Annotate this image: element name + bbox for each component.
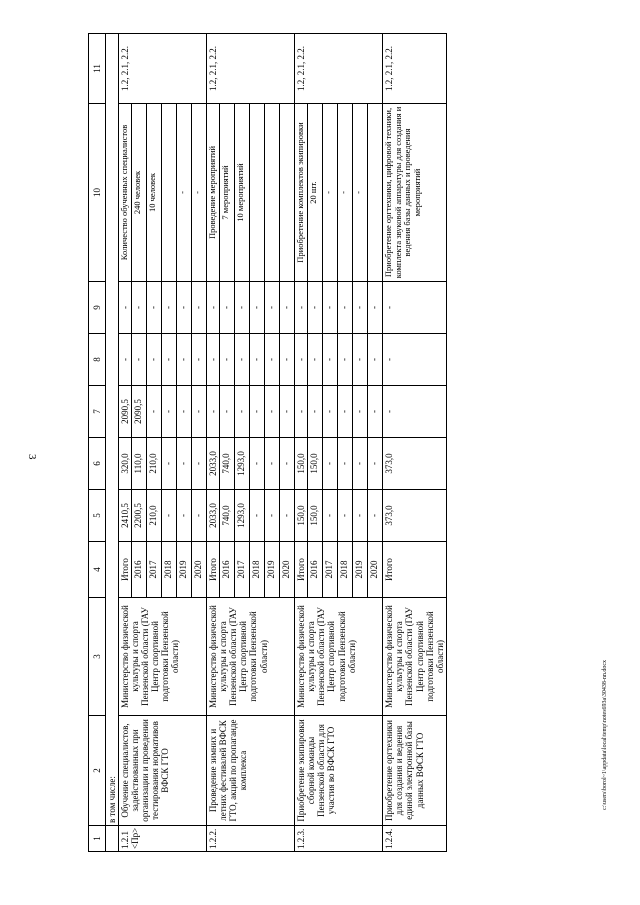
value-cell: 373,0 bbox=[383, 490, 446, 542]
value-cell: - bbox=[119, 334, 132, 386]
value-cell: 150,0 bbox=[308, 438, 323, 490]
header-cell: 6 bbox=[89, 438, 106, 490]
value-cell: - bbox=[235, 386, 250, 438]
value-cell: 210,0 bbox=[147, 490, 162, 542]
year-cell: Итого bbox=[383, 542, 446, 598]
indicator-cell: 7 мероприятий bbox=[220, 104, 235, 282]
year-cell: Итого bbox=[207, 542, 220, 598]
value-cell: - bbox=[192, 282, 207, 334]
value-cell: - bbox=[338, 334, 353, 386]
value-cell: 740,0 bbox=[220, 438, 235, 490]
value-cell: 150,0 bbox=[295, 490, 308, 542]
year-cell: 2019 bbox=[265, 542, 280, 598]
value-cell: - bbox=[220, 334, 235, 386]
value-cell: 1293,0 bbox=[235, 490, 250, 542]
year-cell: 2017 bbox=[235, 542, 250, 598]
year-cell: 2016 bbox=[220, 542, 235, 598]
value-cell: - bbox=[338, 386, 353, 438]
value-cell: - bbox=[119, 282, 132, 334]
value-cell: - bbox=[250, 282, 265, 334]
indicator-cell: Количество обученных специалистов bbox=[119, 104, 132, 282]
value-cell: - bbox=[192, 438, 207, 490]
item-name: Обучение специалистов, задействованных при организации и проведении тестирования нормативов ВФСК ГТО bbox=[119, 716, 207, 826]
reference-cell: 1.2, 2.1, 2.2. bbox=[207, 34, 295, 104]
indicator-cell: - bbox=[338, 104, 353, 282]
item-name: Приобретение экипировки сборной команды Пензенской области для участия во ВФСК ГТО bbox=[295, 716, 383, 826]
value-cell: - bbox=[280, 282, 295, 334]
reference-cell: 1.2, 2.1, 2.2. bbox=[295, 34, 383, 104]
value-cell: - bbox=[323, 438, 338, 490]
value-cell: - bbox=[235, 334, 250, 386]
value-cell: - bbox=[308, 334, 323, 386]
year-cell: Итого bbox=[119, 542, 132, 598]
value-cell: - bbox=[147, 334, 162, 386]
header-row bbox=[89, 34, 106, 852]
value-cell: - bbox=[207, 386, 220, 438]
header-cell: 10 bbox=[89, 104, 106, 282]
value-cell: - bbox=[280, 334, 295, 386]
indicator-cell: 240 человек bbox=[132, 104, 147, 282]
value-cell: - bbox=[353, 438, 368, 490]
indicator-cell: 10 человек bbox=[147, 104, 162, 282]
value-cell: - bbox=[338, 438, 353, 490]
value-cell: - bbox=[353, 282, 368, 334]
value-cell: - bbox=[353, 334, 368, 386]
value-cell: - bbox=[250, 334, 265, 386]
value-cell: 373,0 bbox=[383, 438, 446, 490]
year-cell: 2016 bbox=[308, 542, 323, 598]
value-cell: - bbox=[132, 282, 147, 334]
value-cell: 110,0 bbox=[132, 438, 147, 490]
value-cell: 150,0 bbox=[308, 490, 323, 542]
value-cell: - bbox=[368, 438, 383, 490]
indicator-cell: - bbox=[177, 104, 192, 282]
value-cell: - bbox=[177, 386, 192, 438]
value-cell: - bbox=[177, 490, 192, 542]
table-row bbox=[295, 34, 308, 852]
value-cell: - bbox=[295, 386, 308, 438]
value-cell: 2410,5 bbox=[119, 490, 132, 542]
item-number: 1.2.4. bbox=[383, 826, 446, 852]
value-cell: - bbox=[162, 438, 177, 490]
value-cell: 740,0 bbox=[220, 490, 235, 542]
value-cell: - bbox=[162, 282, 177, 334]
value-cell: - bbox=[265, 438, 280, 490]
header-cell: 11 bbox=[89, 34, 106, 104]
section-empty-cell bbox=[106, 826, 119, 852]
item-executor: Министерство физической культуры и спорта Пензенской области (ГАУ Центр спортивной подготовки Пензенской области) bbox=[383, 598, 446, 716]
value-cell: - bbox=[295, 282, 308, 334]
value-cell: - bbox=[250, 386, 265, 438]
header-cell: 3 bbox=[89, 598, 106, 716]
year-cell: 2020 bbox=[192, 542, 207, 598]
rotated-table-container bbox=[88, 34, 528, 852]
value-cell: 150,0 bbox=[295, 438, 308, 490]
value-cell: - bbox=[295, 334, 308, 386]
section-label: в том числе: bbox=[106, 34, 119, 826]
value-cell: - bbox=[162, 490, 177, 542]
value-cell: - bbox=[383, 334, 446, 386]
table-row bbox=[207, 34, 220, 852]
value-cell: - bbox=[192, 334, 207, 386]
item-executor: Министерство физической культуры и спорта Пензенской области (ГАУ Центр спортивной подготовки Пензенской области) bbox=[295, 598, 383, 716]
value-cell: 210,0 bbox=[147, 438, 162, 490]
value-cell: - bbox=[192, 490, 207, 542]
value-cell: - bbox=[207, 334, 220, 386]
value-cell: - bbox=[280, 386, 295, 438]
header-cell: 9 bbox=[89, 282, 106, 334]
header-cell: 5 bbox=[89, 490, 106, 542]
year-cell: 2016 bbox=[132, 542, 147, 598]
program-table bbox=[88, 33, 447, 852]
value-cell: - bbox=[147, 282, 162, 334]
section-row bbox=[106, 34, 119, 852]
value-cell: 320,0 bbox=[119, 438, 132, 490]
value-cell: - bbox=[192, 386, 207, 438]
year-cell: 2019 bbox=[177, 542, 192, 598]
value-cell: - bbox=[323, 334, 338, 386]
item-executor: Министерство физической культуры и спорта Пензенской области (ГАУ Центр спортивной подготовки Пензенской области) bbox=[119, 598, 207, 716]
indicator-cell: Проведение мероприятий bbox=[207, 104, 220, 282]
value-cell: - bbox=[353, 490, 368, 542]
value-cell: - bbox=[177, 282, 192, 334]
indicator-cell: - bbox=[192, 104, 207, 282]
value-cell: - bbox=[177, 438, 192, 490]
header-cell: 7 bbox=[89, 386, 106, 438]
indicator-cell bbox=[280, 104, 295, 282]
value-cell: 1293,0 bbox=[235, 438, 250, 490]
year-cell: 2017 bbox=[147, 542, 162, 598]
indicator-cell: Приобретение оргтехники, цифровой техники, комплекта звуковой аппаратуры для создания и ведения базы данных и проведения мероприятий bbox=[383, 104, 446, 282]
value-cell: - bbox=[265, 386, 280, 438]
value-cell: - bbox=[162, 386, 177, 438]
year-cell: 2020 bbox=[280, 542, 295, 598]
value-cell: 2090,5 bbox=[132, 386, 147, 438]
value-cell: - bbox=[368, 386, 383, 438]
indicator-cell: - bbox=[323, 104, 338, 282]
year-cell: 2018 bbox=[250, 542, 265, 598]
footer-file-path: c:\users\borol~1\appdata\local\temp\notes693a\30438-nn.docx bbox=[602, 659, 608, 810]
indicator-cell: 10 мероприятий bbox=[235, 104, 250, 282]
year-cell: 2020 bbox=[368, 542, 383, 598]
header-cell: 1 bbox=[89, 826, 106, 852]
value-cell: 2090,5 bbox=[119, 386, 132, 438]
value-cell: - bbox=[132, 334, 147, 386]
value-cell: - bbox=[265, 334, 280, 386]
header-cell: 8 bbox=[89, 334, 106, 386]
value-cell: - bbox=[250, 438, 265, 490]
value-cell: - bbox=[308, 386, 323, 438]
year-cell: 2017 bbox=[323, 542, 338, 598]
item-name: Приобретение оргтехники для создания и ведения единой электронной базы данных ВФСК ГТО bbox=[383, 716, 446, 826]
year-cell: 2018 bbox=[338, 542, 353, 598]
item-name: Проведение зимних и летних фестивалей ВФСК ГТО, акций по пропаганде комплекса bbox=[207, 716, 295, 826]
value-cell: - bbox=[383, 282, 446, 334]
value-cell: 2033,0 bbox=[207, 438, 220, 490]
value-cell: - bbox=[383, 386, 446, 438]
value-cell: - bbox=[368, 282, 383, 334]
table-row bbox=[119, 34, 132, 852]
indicator-cell bbox=[265, 104, 280, 282]
item-number: 1.2.1 <Пр> bbox=[119, 826, 207, 852]
year-cell: Итого bbox=[295, 542, 308, 598]
value-cell: - bbox=[353, 386, 368, 438]
value-cell: - bbox=[177, 334, 192, 386]
year-cell: 2018 bbox=[162, 542, 177, 598]
value-cell: - bbox=[323, 490, 338, 542]
value-cell: - bbox=[308, 282, 323, 334]
value-cell: - bbox=[235, 282, 250, 334]
value-cell: - bbox=[338, 282, 353, 334]
header-cell: 4 bbox=[89, 542, 106, 598]
table-row bbox=[383, 34, 446, 852]
indicator-cell: 20 шт. bbox=[308, 104, 323, 282]
value-cell: - bbox=[220, 282, 235, 334]
item-number: 1.2.2. bbox=[207, 826, 295, 852]
value-cell: - bbox=[162, 334, 177, 386]
indicator-cell bbox=[162, 104, 177, 282]
page-number: 3 bbox=[26, 454, 38, 460]
value-cell: - bbox=[338, 490, 353, 542]
indicator-cell: - bbox=[353, 104, 368, 282]
value-cell: - bbox=[220, 386, 235, 438]
reference-cell: 1.2, 2.1, 2.2. bbox=[383, 34, 446, 104]
value-cell: - bbox=[265, 282, 280, 334]
indicator-cell: Приобретение комплектов экипировки bbox=[295, 104, 308, 282]
value-cell: - bbox=[280, 438, 295, 490]
value-cell: - bbox=[280, 490, 295, 542]
indicator-cell bbox=[250, 104, 265, 282]
value-cell: - bbox=[250, 490, 265, 542]
reference-cell: 1.2, 2.1, 2.2. bbox=[119, 34, 207, 104]
year-cell: 2019 bbox=[353, 542, 368, 598]
value-cell: 2200,5 bbox=[132, 490, 147, 542]
item-executor: Министерство физической культуры и спорта Пензенской области (ГАУ Центр спортивной подготовки Пензенской области) bbox=[207, 598, 295, 716]
value-cell: - bbox=[368, 334, 383, 386]
value-cell: - bbox=[323, 282, 338, 334]
header-cell: 2 bbox=[89, 716, 106, 826]
indicator-cell bbox=[368, 104, 383, 282]
item-number: 1.2.3. bbox=[295, 826, 383, 852]
value-cell: 2033,0 bbox=[207, 490, 220, 542]
value-cell: - bbox=[207, 282, 220, 334]
value-cell: - bbox=[265, 490, 280, 542]
value-cell: - bbox=[147, 386, 162, 438]
value-cell: - bbox=[323, 386, 338, 438]
value-cell: - bbox=[368, 490, 383, 542]
